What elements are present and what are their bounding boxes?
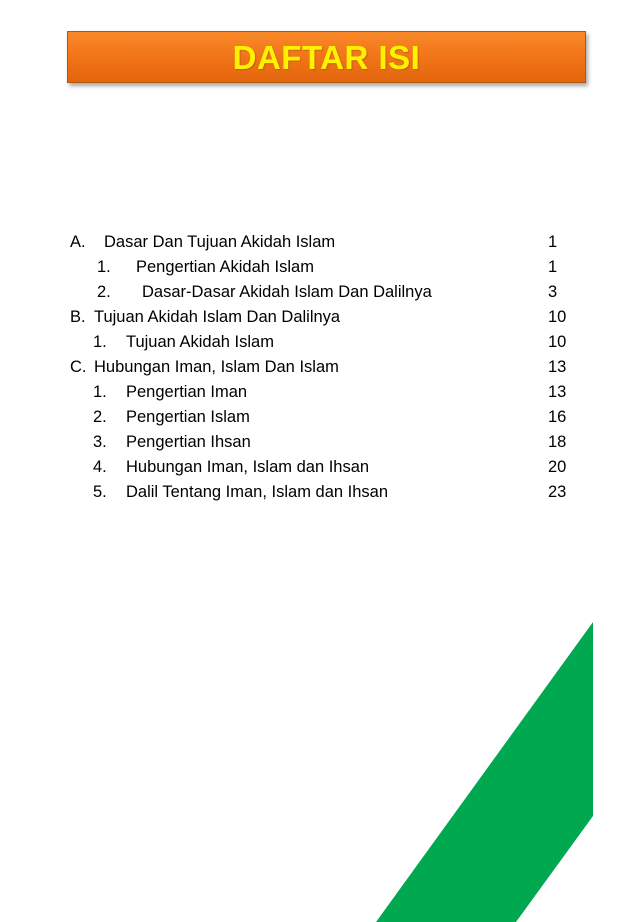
toc-row (0, 380, 638, 405)
toc-number: A. (70, 233, 86, 251)
title-banner (67, 31, 586, 83)
toc-entry: Dalil Tentang Iman, Islam dan Ihsan (126, 483, 389, 501)
page-title: DAFTAR ISI (232, 39, 421, 76)
toc-page: 3 (548, 283, 558, 301)
toc-entry: Pengertian Ihsan (126, 433, 251, 451)
toc-number: 5. (93, 483, 107, 501)
toc-page: 10 (548, 333, 567, 351)
toc-row (0, 330, 638, 355)
toc-entry: Pengertian Islam (126, 408, 250, 426)
table-of-contents (0, 230, 638, 505)
toc-page: 23 (548, 483, 567, 501)
toc-page: 13 (548, 358, 567, 376)
toc-row (0, 280, 638, 305)
toc-entry: Hubungan Iman, Islam Dan Islam (94, 358, 339, 376)
toc-entry: Hubungan Iman, Islam dan Ihsan (126, 458, 370, 476)
toc-number: B. (70, 308, 86, 326)
toc-entry: Tujuan Akidah Islam Dan Dalilnya (94, 308, 341, 326)
toc-number: 4. (93, 458, 107, 476)
toc-row (0, 405, 638, 430)
toc-number: 1. (97, 258, 111, 276)
toc-number: 3. (93, 433, 107, 451)
toc-number: 1. (93, 383, 107, 401)
green-stripe-shape (376, 622, 593, 922)
toc-row (0, 255, 638, 280)
toc-row (0, 455, 638, 480)
toc-row (0, 305, 638, 330)
toc-number: 2. (97, 283, 111, 301)
toc-entry: Pengertian Iman (126, 383, 248, 401)
toc-row (0, 430, 638, 455)
toc-row (0, 355, 638, 380)
toc-page: 20 (548, 458, 567, 476)
toc-entry: Dasar-Dasar Akidah Islam Dan Dalilnya (142, 283, 432, 301)
toc-entry: Pengertian Akidah Islam (136, 258, 314, 276)
toc-page: 13 (548, 383, 567, 401)
toc-number: C. (70, 358, 87, 376)
toc-row (0, 230, 638, 255)
toc-page: 18 (548, 433, 567, 451)
toc-number: 2. (93, 408, 107, 426)
toc-page: 1 (548, 258, 558, 276)
toc-row (0, 480, 638, 505)
toc-entry: Tujuan Akidah Islam (126, 333, 274, 351)
toc-number: 1. (93, 333, 107, 351)
toc-entry: Dasar Dan Tujuan Akidah Islam (104, 233, 336, 251)
toc-page: 10 (548, 308, 567, 326)
toc-page: 1 (548, 233, 558, 251)
toc-page: 16 (548, 408, 567, 426)
